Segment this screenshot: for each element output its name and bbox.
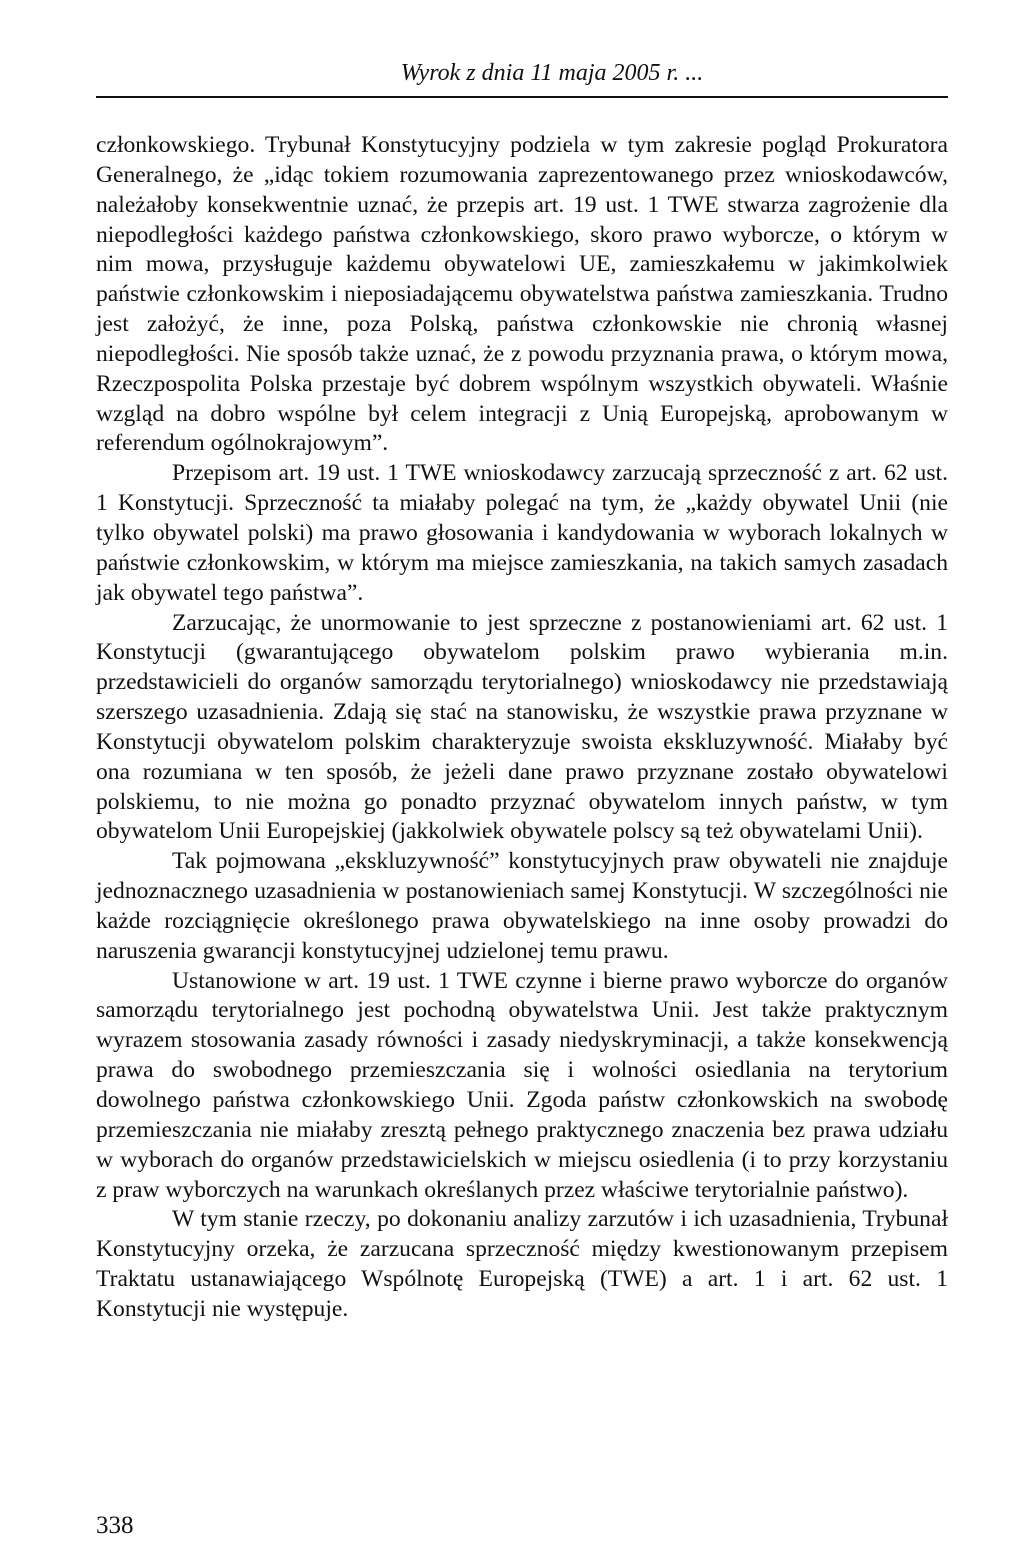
page-number: 338 [96, 1512, 134, 1539]
running-header-title: Wyrok z dnia 11 maja 2005 r. ... [400, 60, 704, 86]
paragraph: Ustanowione w art. 19 ust. 1 TWE czynne i bierne prawo wyborcze do organów samorządu terytorialnego jest pochodną obywatelstwa Unii. Jest także praktycznym wyrazem stosowania zasady równości i zasady niedyskryminacji, a także konsekwencją prawa do swobodnego przemieszczania się i wolności osiedlania na terytorium dowolnego państwa członkowskiego Unii. Zgoda państw członkowskich na swobodę przemieszczania nie miałaby zresztą pełnego praktycznego znaczenia bez prawa udziału w wyborach do organów przedstawicielskich w miejscu osiedlenia (i to przy korzystaniu z praw wyborczych na warunkach określanych przez właściwe terytorialnie państwo). [96, 967, 948, 1203]
paragraph: Przepisom art. 19 ust. 1 TWE wnioskodawcy zarzucają sprzeczność z art. 62 ust. 1 Konstytucji. Sprzeczność ta miałaby polegać na tym, że „każdy obywatel Unii (nie tylko obywatel polski) ma prawo głosowania i kandydowania w wyborach lokalnych w państwie członkowskim, w którym ma miejsce zamieszkania, na takich samych zasadach jak obywatel tego państwa”. [96, 460, 948, 606]
header-divider [96, 96, 948, 98]
paragraph-continuation: członkowskiego. Trybunał Konstytucyjny podziela w tym zakresie pogląd Prokuratora Generalnego, że „idąc tokiem rozumowania zaprezentowanego przez wnioskodawców, należałoby konsekwentnie uznać, że przepis art. 19 ust. 1 TWE stwarza zagrożenie dla niepodległości każdego państwa członkowskiego, skoro prawo wyborcze, o którym w nim mowa, przysługuje każdemu obywatelowi UE, zamieszkałemu w jakimkolwiek państwie członkowskim i nieposiadającemu obywatelstwa państwa zamieszkania. Trudno jest założyć, że inne, poza Polską, państwa członkowskie nie chronią własnej niepodległości. Nie sposób także uznać, że z powodu przyznania prawa, o którym mowa, Rzeczpospolita Polska przestaje być dobrem wspólnym wszystkich obywateli. Właśnie wzgląd na dobro wspólne był celem integracji z Unią Europejską, aprobowanym w referendum ogólnokrajowym”. [96, 132, 948, 457]
paragraph: Zarzucając, że unormowanie to jest sprzeczne z postanowieniami art. 62 ust. 1 Konstytucji (gwarantującego obywatelom polskim prawo wybierania m.in. przedstawicieli do organów samorządu terytorialnego) wnioskodawcy nie przedstawiają szerszego uzasadnienia. Zdają się stać na stanowisku, że wszystkie prawa przyznane w Konstytucji obywatelom polskim charakteryzuje swoista ekskluzywność. Miałaby być ona rozumiana w ten sposób, że jeżeli dane prawo przyznane zostało obywatelowi polskiemu, to nie można go ponadto przyznać obywatelom innych państw, w tym obywatelom Unii Europejskiej (jakkolwiek obywatele polscy są też obywatelami Unii). [96, 609, 948, 845]
document-body [96, 131, 948, 1325]
paragraph: Tak pojmowana „ekskluzywność” konstytucyjnych praw obywateli nie znajduje jednoznacznego uzasadnienia w postanowieniach samej Konstytucji. W szczególności nie każde rozciągnięcie określonego prawa obywatelskiego na inne osoby prowadzi do naruszenia gwarancji konstytucyjnej udzielonej temu prawu. [96, 848, 948, 964]
paragraph: W tym stanie rzeczy, po dokonaniu analizy zarzutów i ich uzasadnienia, Trybunał Konstytucyjny orzeka, że zarzucana sprzeczność między kwestionowanym przepisem Traktatu ustanawiającego Wspólnotę Europejską (TWE) a art. 1 i art. 62 ust. 1 Konstytucji nie występuje. [96, 1206, 948, 1322]
